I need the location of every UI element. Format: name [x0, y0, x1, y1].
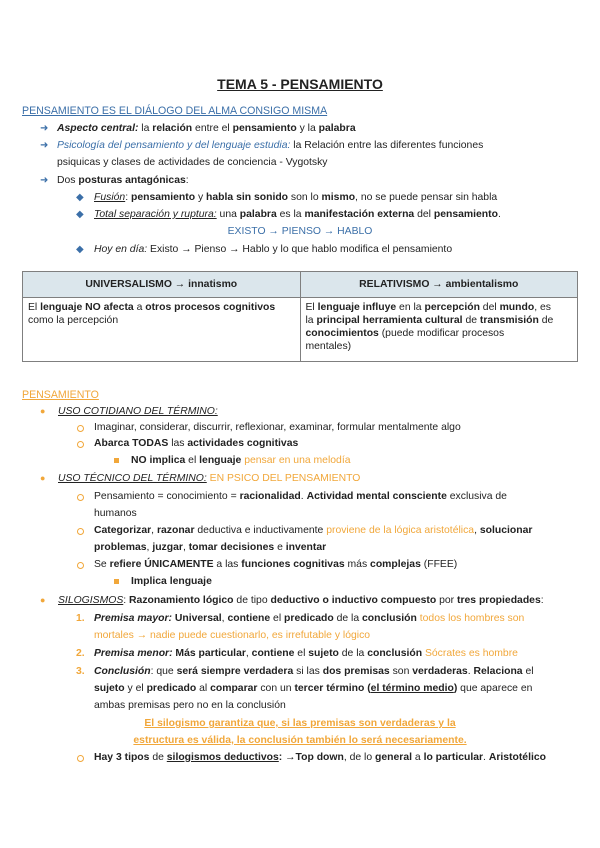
- section-heading-dialogo: PENSAMIENTO ES EL DIÁLOGO DEL ALMA CONSIGO MISMA: [22, 105, 328, 117]
- circle-bullet-icon: [77, 755, 84, 762]
- table-header-relativismo: RELATIVISMO → ambientalismo: [300, 272, 578, 298]
- diamond-bullet-icon: ◆: [76, 192, 84, 203]
- uso-cotidiano-heading: USO COTIDIANO DEL TÉRMINO:: [58, 406, 218, 417]
- silogismo-note-line1: El silogismo garantiza que, si las premisas son verdaderas y la: [144, 718, 456, 729]
- uso-tecnico-heading: USO TÉCNICO DEL TÉRMINO: EN PSICO DEL PENSAMIENTO: [58, 473, 361, 484]
- list-item-implica-lenguaje: Implica lenguaje: [131, 576, 212, 587]
- arrow-bullet-icon: ➜: [40, 140, 49, 151]
- list-item-categorizar: Categorizar, razonar deductiva e inductivamente proviene de la lógica aristotélica, solucionar: [94, 525, 533, 536]
- list-item-hoy-en-dia: Hoy en día: Existo → Pienso → Hablo y lo que hablo modifica el pensamiento: [94, 244, 453, 255]
- list-number: 1.: [76, 613, 85, 624]
- square-bullet-icon: [114, 458, 119, 463]
- list-item-premisa-menor: Premisa menor: Más particular, contiene el sujeto de la conclusión Sócrates es hombre: [94, 648, 518, 659]
- circle-bullet-icon: [77, 562, 84, 569]
- list-item-abarca: Abarca TODAS las actividades cognitivas: [94, 438, 299, 449]
- circle-bullet-icon: [77, 494, 84, 501]
- list-item-premisa-mayor: Premisa mayor: Universal, contiene el predicado de la conclusión todos los hombres son: [94, 613, 525, 624]
- diamond-bullet-icon: ◆: [76, 209, 84, 220]
- dot-bullet-icon: ●: [40, 473, 46, 483]
- table-cell-universalismo: El lenguaje NO afecta a otros procesos cognitivos como la percepción: [23, 298, 301, 362]
- formula-existo-pienso-hablo: EXISTO → PIENSO → HABLO: [227, 226, 373, 237]
- list-item-conclusion-line2: sujeto y el predicado al comparar con un tercer término (el término medio) que aparece en: [94, 683, 533, 694]
- circle-bullet-icon: [77, 528, 84, 535]
- list-item-conclusion-line3: ambas premisas pero no en la conclusión: [94, 700, 286, 711]
- list-item-psicologia-line2: psiquicas y clases de actividades de conciencia - Vygotsky: [57, 157, 328, 168]
- list-item-tipos-silogismos: Hay 3 tipos de silogismos deductivos: →Top down, de lo general a lo particular. Aristotélico: [94, 752, 546, 763]
- silogismo-note-line2: estructura es válida, la conclusión también lo será necesariamente.: [133, 735, 467, 746]
- list-item-se-refiere: Se refiere ÚNICAMENTE a las funciones cognitivas más complejas (FFEE): [94, 559, 458, 570]
- list-item-fusion: Fusión: pensamiento y habla sin sonido son lo mismo, no se puede pensar sin habla: [94, 192, 498, 203]
- list-item-imaginar: Imaginar, considerar, discurrir, reflexionar, examinar, formular mentalmente algo: [94, 422, 461, 433]
- list-number: 2.: [76, 648, 85, 659]
- square-bullet-icon: [114, 579, 119, 584]
- circle-bullet-icon: [77, 441, 84, 448]
- list-item-aspecto-central: Aspecto central: la relación entre el pensamiento y la palabra: [57, 123, 356, 134]
- table-header-universalismo: UNIVERSALISMO → innatismo: [23, 272, 301, 298]
- list-item-psicologia: Psicología del pensamiento y del lenguaje estudia: la Relación entre las diferentes funciones: [57, 140, 484, 151]
- list-item-categorizar-line2: problemas, juzgar, tomar decisiones e inventar: [94, 542, 327, 553]
- section-heading-pensamiento: PENSAMIENTO: [22, 389, 99, 401]
- comparison-table: [22, 271, 578, 362]
- list-item-premisa-mayor-line2: mortales → nadie puede cuestionarlo, es irrefutable y lógico: [94, 630, 371, 641]
- arrow-bullet-icon: ➜: [40, 123, 49, 134]
- dot-bullet-icon: ●: [40, 595, 46, 605]
- diamond-bullet-icon: ◆: [76, 244, 84, 255]
- list-item-pensamiento-conocimiento: Pensamiento = conocimiento = racionalidad. Actividad mental consciente exclusiva de: [94, 491, 507, 502]
- circle-bullet-icon: [77, 425, 84, 432]
- list-item-posturas: Dos posturas antagónicas:: [57, 175, 189, 186]
- list-item-separacion: Total separación y ruptura: una palabra es la manifestación externa del pensamiento.: [94, 209, 501, 220]
- list-item-no-implica: NO implica el lenguaje pensar en una melodía: [131, 455, 351, 466]
- list-item-conclusion: Conclusión: que será siempre verdadera si las dos premisas son verdaderas. Relaciona el: [94, 666, 534, 677]
- silogismos-heading: SILOGISMOS: Razonamiento lógico de tipo deductivo o inductivo compuesto por tres propiedades:: [58, 595, 544, 606]
- list-number: 3.: [76, 666, 85, 677]
- dot-bullet-icon: ●: [40, 406, 46, 416]
- page-title: TEMA 5 - PENSAMIENTO: [217, 76, 383, 92]
- table-cell-relativismo: El lenguaje influye en la percepción del mundo, es la principal herramienta cultural de transmisión de conocimientos (puede modificar procesos mentales): [300, 298, 578, 362]
- arrow-bullet-icon: ➜: [40, 175, 49, 186]
- list-item-pensamiento-conocimiento-line2: humanos: [94, 508, 137, 519]
